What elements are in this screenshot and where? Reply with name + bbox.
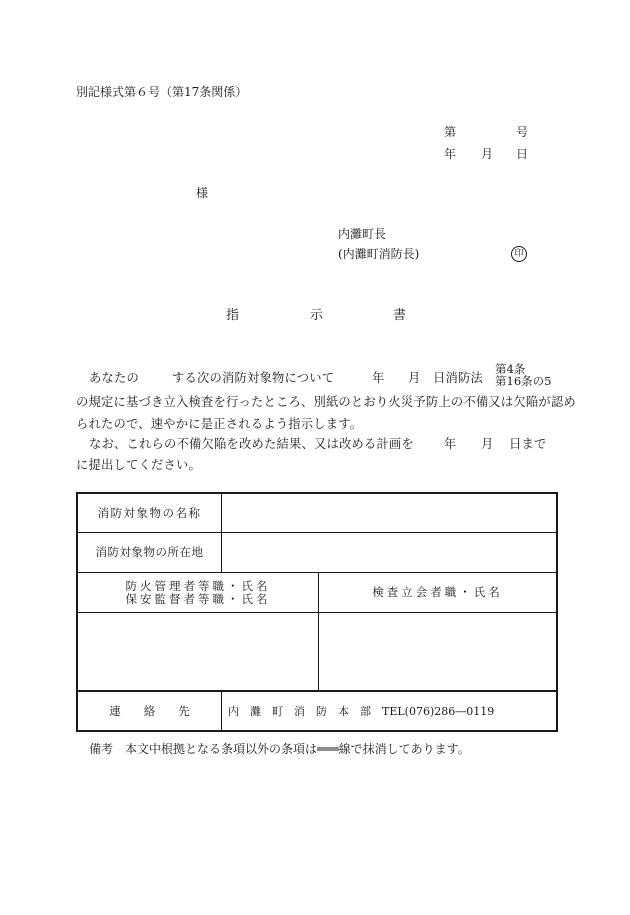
law-article-options: [495, 363, 551, 387]
body-p1-a: あなたの: [89, 371, 139, 385]
body-p2-year: 年: [444, 437, 457, 451]
row-name-label: 消防対象物の名称: [97, 505, 202, 520]
title-char-2: 示: [310, 308, 324, 323]
manager-header: [78, 573, 318, 612]
title-char-1: 指: [226, 308, 240, 323]
date-day: 日: [516, 147, 529, 161]
inspector-header: 検査立会者職・氏名: [372, 585, 503, 599]
manager-header-line1: 防火管理者等職・氏名: [125, 578, 271, 593]
body-p1-b: する次の消防対象物について: [172, 371, 335, 385]
date-year: 年: [444, 147, 457, 161]
row-name-value[interactable]: [222, 494, 556, 532]
title-char-3: 書: [393, 308, 407, 323]
table-vline-contact: [221, 690, 222, 730]
manager-header-line2: 保安監督者等職・氏名: [125, 591, 271, 606]
body-p2-month: 月: [481, 437, 494, 451]
law-option-2: 第16条の5: [495, 374, 552, 388]
body-p1-year: 年: [372, 371, 385, 385]
date-month: 月: [481, 147, 494, 161]
inspector-name-field[interactable]: [319, 613, 556, 690]
row-address-value[interactable]: [222, 533, 556, 572]
row-address-label: 消防対象物の所在地: [95, 545, 204, 559]
addressee-honorific: 様: [196, 186, 209, 200]
body-p2-line2: に提出してください。: [76, 458, 201, 472]
footnote: 備考 本文中根拠となる条項以外の条項は═══線で抹消してあります。: [89, 742, 470, 756]
body-p1-line3: られたので、速やかに是正されるよう指示します。: [76, 417, 363, 431]
issuer-title: 内灘町長: [338, 227, 387, 241]
contact-label: 連 絡 先: [109, 703, 190, 718]
body-p2-a: なお、これらの不備欠陥を改めた結果、又は改める計画を: [89, 437, 414, 451]
body-p1-month: 月: [408, 371, 421, 385]
contact-value: 内 灘 町 消 防 本 部 TEL(076)286―0119: [228, 704, 495, 718]
doc-number-prefix: 第: [444, 125, 457, 139]
doc-number-suffix: 号: [516, 125, 529, 139]
body-p2-day: 日まで: [509, 437, 547, 451]
issuer-title-alt: (内灘町消防長): [338, 247, 420, 261]
body-p1-day-law: 日消防法: [433, 371, 483, 385]
inspection-table: [76, 492, 558, 732]
seal-icon: 印: [511, 246, 527, 262]
manager-name-field[interactable]: [78, 613, 318, 690]
law-option-1: 第4条: [495, 362, 526, 376]
form-label: 別記様式第６号（第17条関係）: [76, 85, 248, 99]
body-p1-line2: の規定に基づき立入検査を行ったところ、別紙のとおり火災予防上の不備又は欠陥が認め: [76, 395, 576, 409]
